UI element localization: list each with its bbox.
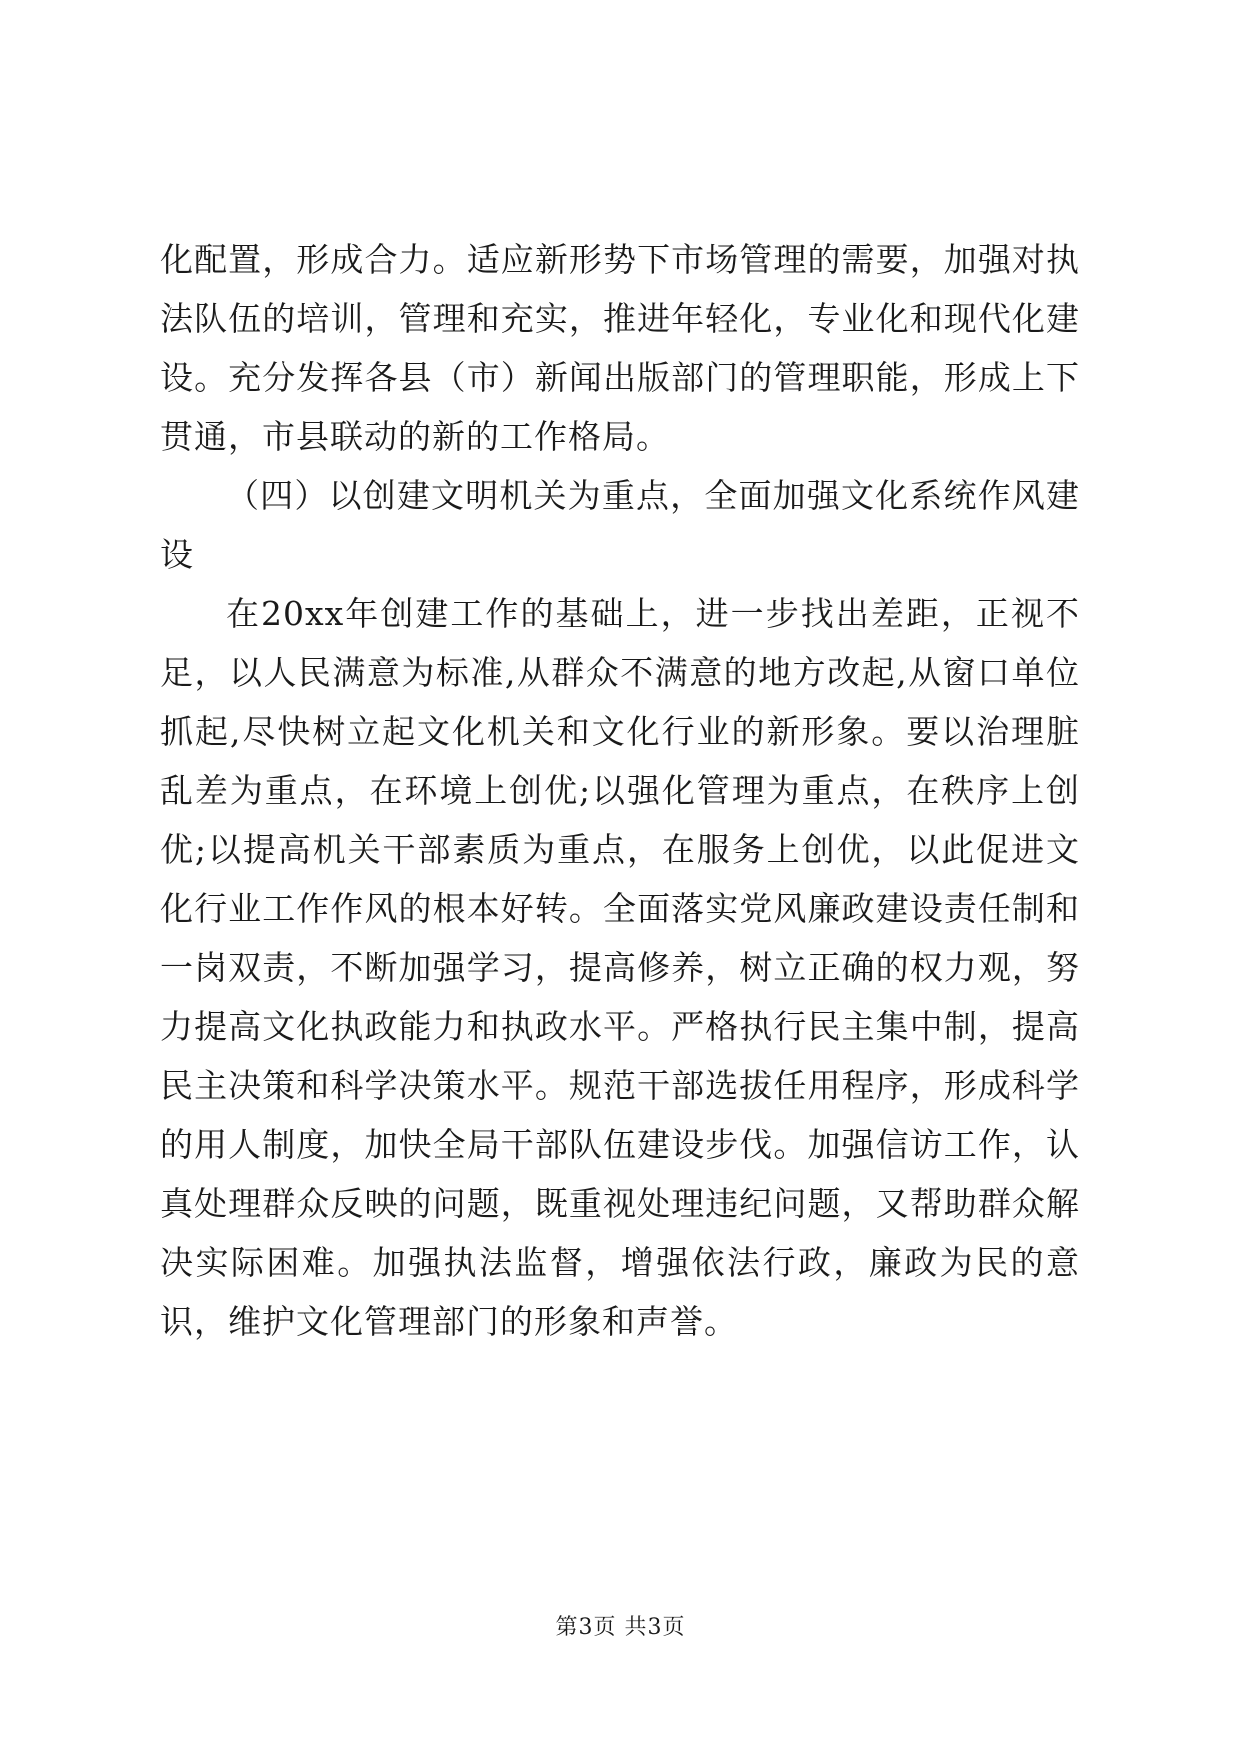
paragraph-main: 在20xx年创建工作的基础上，进一步找出差距，正视不足，以人民满意为标准,从群众不满意的地方改起,从窗口单位抓起,尽快树立起文化机关和文化行业的新形象。要以治理脏乱差为重点，在环境上创优;以强化管理为重点，在秩序上创优;以提高机关干部素质为重点，在服务上创优，以此促进文化行业工作作风的根本好转。全面落实党风廉政建设责任制和一岗双责，不断加强学习，提高修养，树立正确的权力观，努力提高文化执政能力和执政水平。严格执行民主集中制，提高民主决策和科学决策水平。规范干部选拔任用程序，形成科学的用人制度，加快全局干部队伍建设步伐。加强信访工作，认真处理群众反映的问题，既重视处理违纪问题，又帮助群众解决实际困难。加强执法监督，增强依法行政，廉政为民的意识，维护文化管理部门的形象和声誉。 <box>160 594 1080 1341</box>
document-body <box>160 230 1080 1351</box>
section-heading: （四）以创建文明机关为重点，全面加强文化系统作风建设 <box>160 476 1080 574</box>
paragraph-continuation: 化配置，形成合力。适应新形势下市场管理的需要，加强对执法队伍的培训，管理和充实，推进年轻化，专业化和现代化建设。充分发挥各县（市）新闻出版部门的管理职能，形成上下贯通，市县联动的新的工作格局。 <box>160 240 1080 456</box>
page-number-footer: 第3页 共3页 <box>555 1615 686 1640</box>
